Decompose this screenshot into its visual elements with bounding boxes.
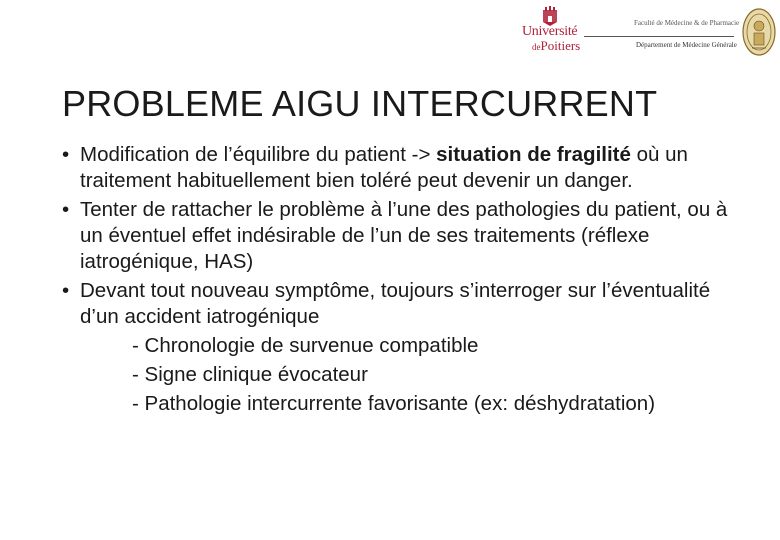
bullet-icon: • [62,279,70,302]
university-crest-icon [542,6,558,26]
university-de: de [532,42,541,52]
bullet-icon: • [62,198,70,221]
sub-item-signe-clinique: - Signe clinique évocateur [132,363,368,386]
bullet-1-text-post: où un traitement habituellement bien toléré peut devenir un danger. [80,143,688,192]
department-name: Département de Médecine Générale [636,41,737,49]
bullet-item-3 [62,278,752,330]
bullet-icon: • [62,143,70,166]
sub-item-pathologie: - Pathologie intercurrente favorisante (ex: déshydratation) [132,392,656,415]
bullet-1-text-pre: Modification de l’équilibre du patient -> [80,143,437,166]
bullet-2-text: Tenter de rattacher le problème à l’une des pathologies du patient, ou à un éventuel effet indésirable de l’un de ses traitements (réflexe iatrogénique, HAS) [80,198,728,273]
university-city-name: Poitiers [540,38,581,53]
university-city [532,39,580,54]
slide-body [62,142,752,417]
bullet-3-text: Devant tout nouveau symptôme, toujours s’interroger sur l’éventualité d’un accident iatrogénique [80,279,711,328]
faculty-name: Faculté de Médecine & de Pharmacie [634,19,740,27]
university-name: Université [522,24,578,39]
header-logos [516,6,778,58]
header-divider [584,36,734,37]
bullet-1-text-bold: situation de fragilité [436,143,631,166]
bullet-item-1 [62,142,752,194]
slide-title: PROBLEME AIGU INTERCURRENT [62,83,658,125]
bullet-item-2 [62,197,752,275]
sub-item-chronologie: - Chronologie de survenue compatible [132,334,479,357]
university-logo [516,6,586,56]
faculty-seal-icon [742,8,776,56]
